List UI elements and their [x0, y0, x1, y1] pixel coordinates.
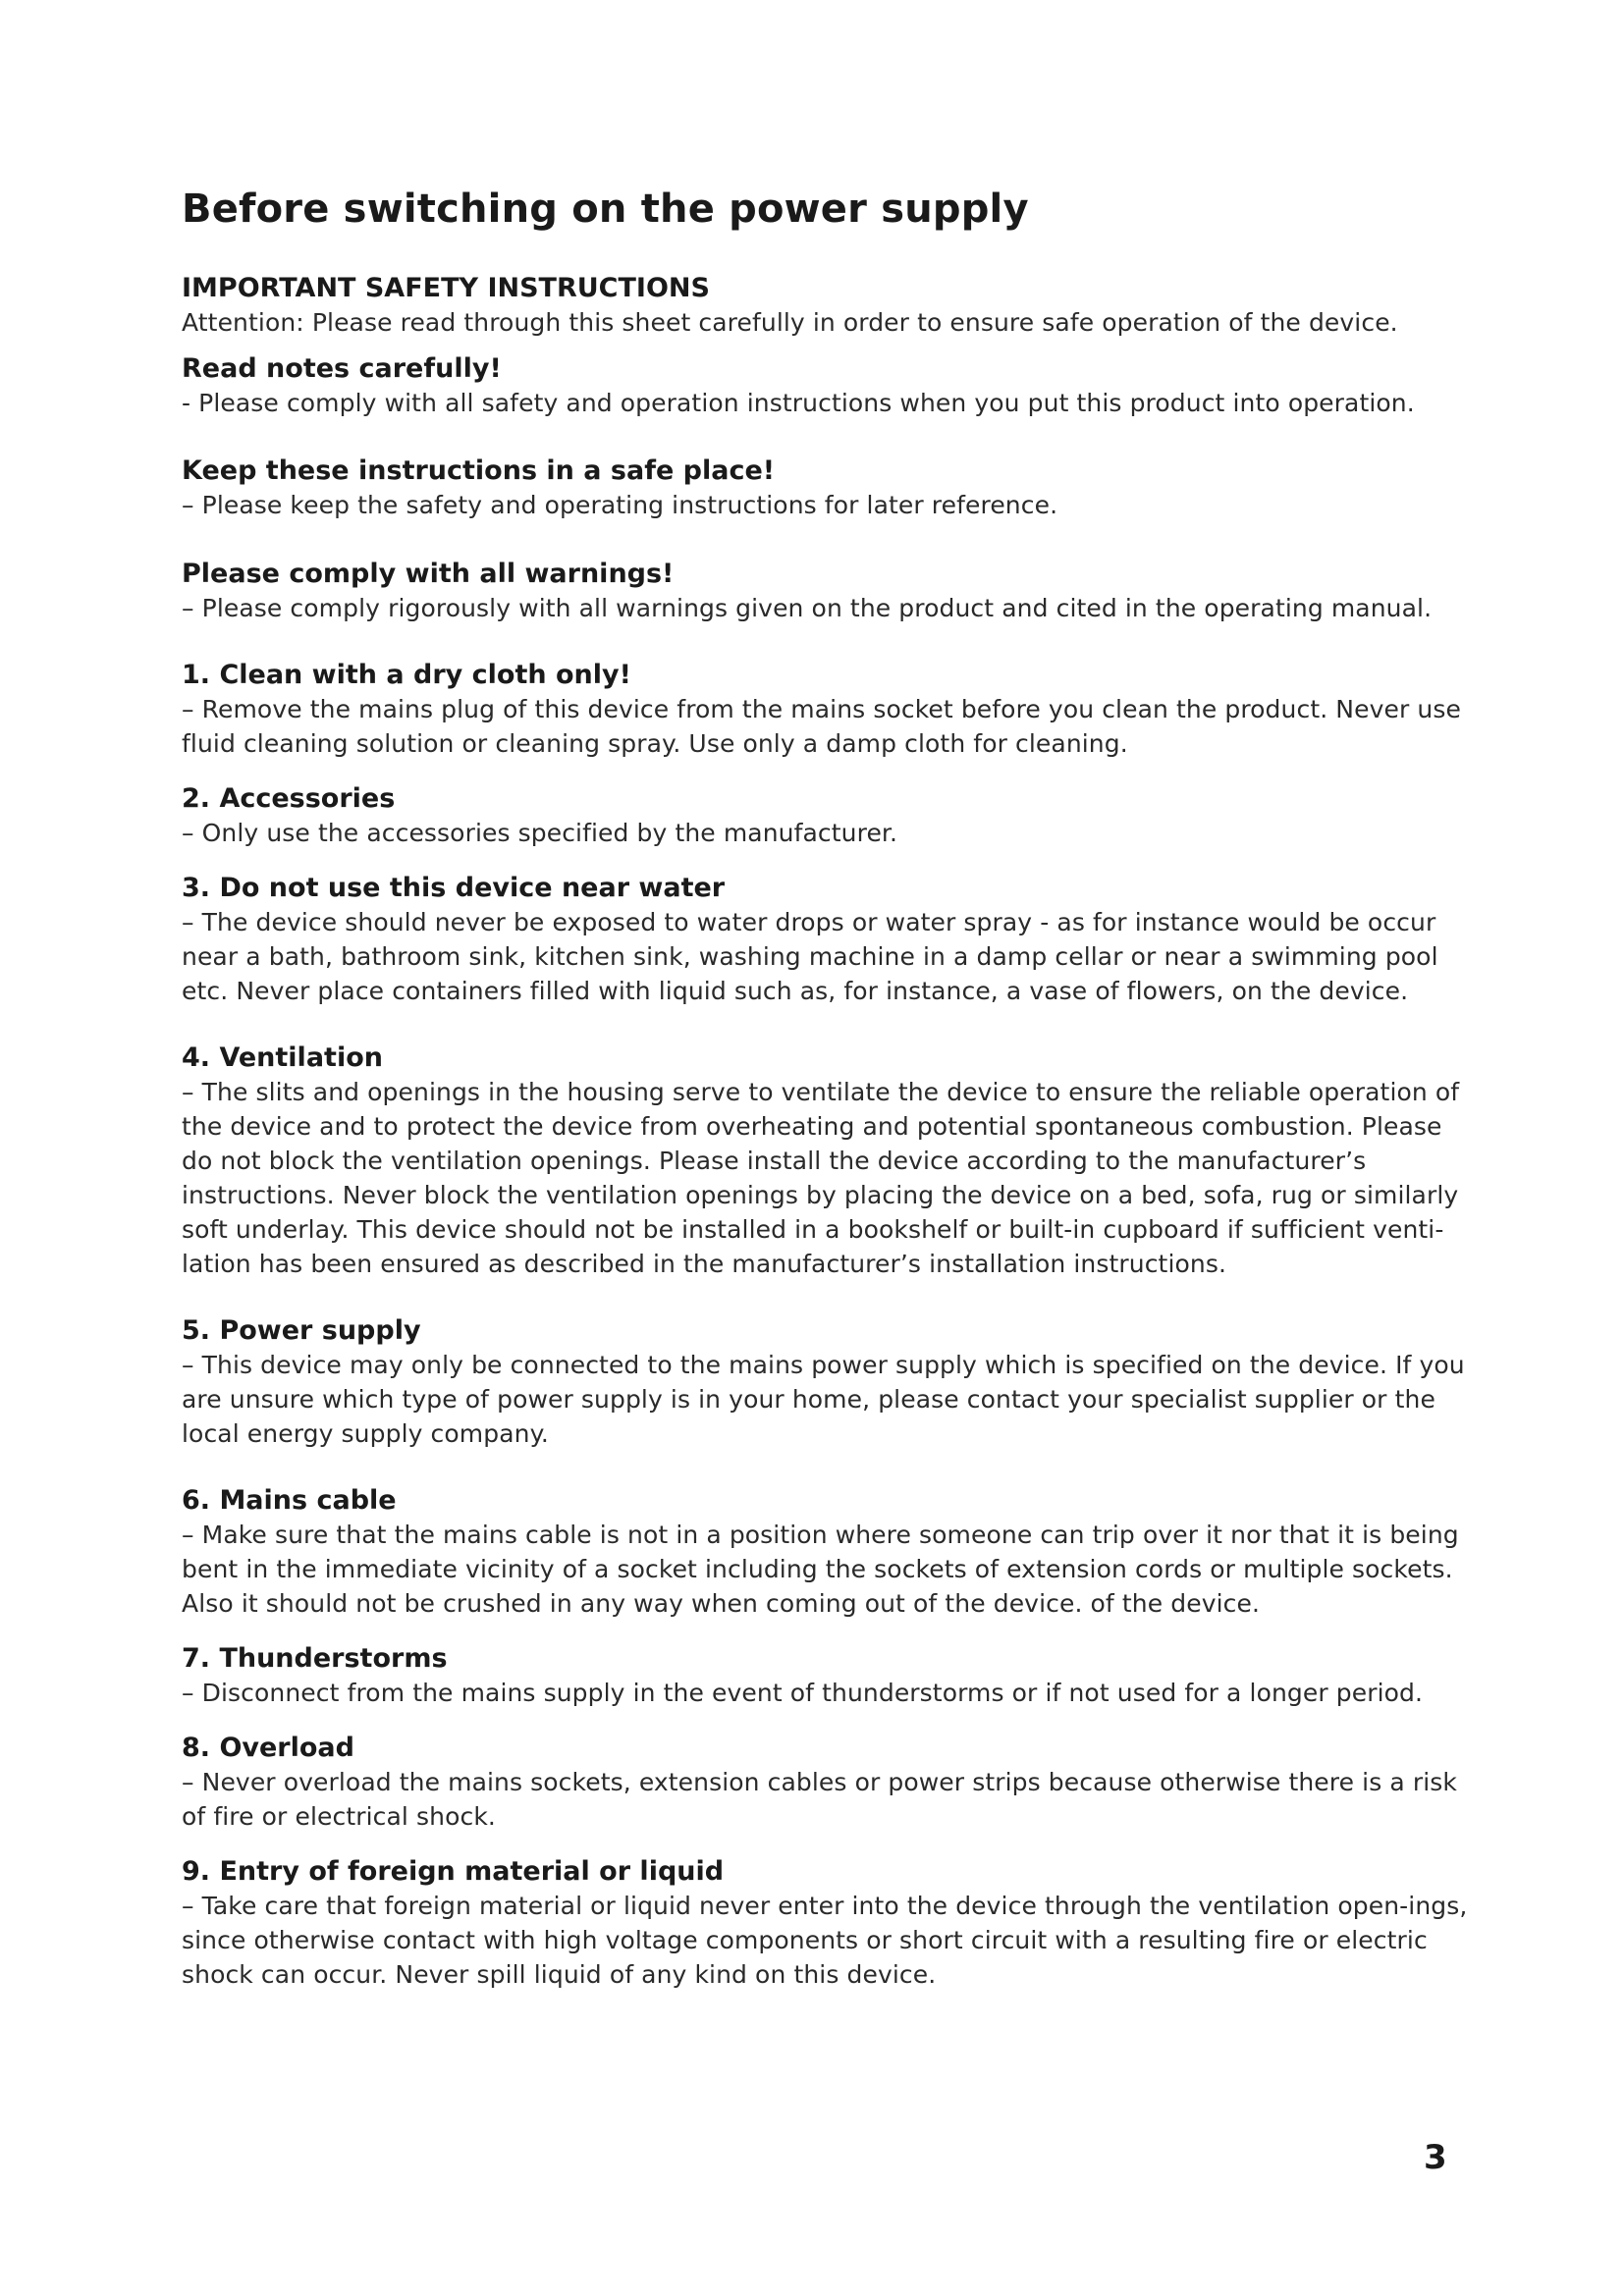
section-important-safety [182, 271, 1478, 340]
section-foreign-material [182, 1854, 1478, 1992]
section-heading: 3. Do not use this device near water [182, 873, 726, 903]
section-overload [182, 1731, 1478, 1834]
section-heading: Read notes carefully! [182, 353, 502, 384]
section-body: – Remove the mains plug of this device from the mains socket before you clean the product. Never use fluid cleaning solution or cleaning spray. Use only a damp cloth for cleaning. [182, 695, 1461, 758]
section-near-water [182, 871, 1478, 1008]
section-heading: 2. Accessories [182, 783, 396, 814]
section-body: - Please comply with all safety and operation instructions when you put this product into operation. [182, 389, 1415, 417]
section-ventilation [182, 1041, 1478, 1281]
section-heading: 1. Clean with a dry cloth only! [182, 660, 631, 690]
section-heading: Keep these instructions in a safe place! [182, 455, 776, 486]
section-heading: 9. Entry of foreign material or liquid [182, 1856, 725, 1887]
section-body: – Please comply rigorously with all warnings given on the product and cited in the operating manual. [182, 594, 1433, 622]
section-heading: 5. Power supply [182, 1315, 421, 1346]
section-body: – Never overload the mains sockets, extension cables or power strips because otherwise there is a risk of fire or electrical shock. [182, 1768, 1457, 1831]
section-heading: Please comply with all warnings! [182, 559, 675, 589]
document-page [182, 187, 1478, 1992]
section-body: – This device may only be connected to the mains power supply which is specified on the device. If you are unsure which type of power supply is in your home, please contact your specialist supplier or the local energy supply company. [182, 1351, 1465, 1448]
section-heading: 7. Thunderstorms [182, 1643, 448, 1674]
section-heading: 6. Mains cable [182, 1485, 397, 1516]
section-body: – The device should never be exposed to water drops or water spray - as for instance would be occur near a bath, bathroom sink, kitchen sink, washing machine in a damp cellar or near a swimming pool etc. Never place containers filled with liquid such as, for instance, a vase of flowers, on the device. [182, 908, 1438, 1005]
section-thunderstorms [182, 1641, 1478, 1710]
section-body: – Take care that foreign material or liquid never enter into the device through the ventilation open-ings, since otherwise contact with high voltage components or short circuit with a resulting fire or electric shock can occur. Never spill liquid of any kind on this device. [182, 1892, 1468, 1989]
section-heading: 4. Ventilation [182, 1042, 383, 1073]
section-keep-instructions [182, 454, 1478, 522]
section-body: – Disconnect from the mains supply in the event of thunderstorms or if not used for a longer period. [182, 1679, 1424, 1707]
section-body: – Please keep the safety and operating instructions for later reference. [182, 491, 1058, 519]
section-heading: IMPORTANT SAFETY INSTRUCTIONS [182, 273, 710, 303]
section-heading: 8. Overload [182, 1733, 354, 1763]
page-title: Before switching on the power supply [182, 187, 1029, 232]
section-power-supply [182, 1313, 1478, 1451]
section-comply-warnings [182, 557, 1478, 625]
section-read-notes [182, 351, 1478, 420]
section-body: Attention: Please read through this sheet carefully in order to ensure safe operation of the device. [182, 308, 1398, 337]
section-clean-dry-cloth [182, 658, 1478, 761]
section-body: – Only use the accessories specified by the manufacturer. [182, 819, 898, 847]
section-mains-cable [182, 1483, 1478, 1621]
section-body: – Make sure that the mains cable is not in a position where someone can trip over it nor that it is being bent in the immediate vicinity of a socket including the sockets of extension cords or multiple sockets. Also it should not be crushed in any way when coming out of the device. of the device. [182, 1521, 1459, 1618]
section-accessories [182, 781, 1478, 850]
section-body: – The slits and openings in the housing serve to ventilate the device to ensure the reliable operation of the device and to protect the device from overheating and potential spontaneous combustion. Please do not block the ventilation openings. Please install the device according to the manufacturer’s instructions. Never block the ventilation openings by placing the device on a bed, sofa, rug or similarly soft underlay. This device should not be installed in a bookshelf or built-in cupboard if sufficient venti-lation has been ensured as described in the manufacturer’s installation instructions. [182, 1078, 1460, 1278]
page-number: 3 [1424, 2138, 1447, 2177]
